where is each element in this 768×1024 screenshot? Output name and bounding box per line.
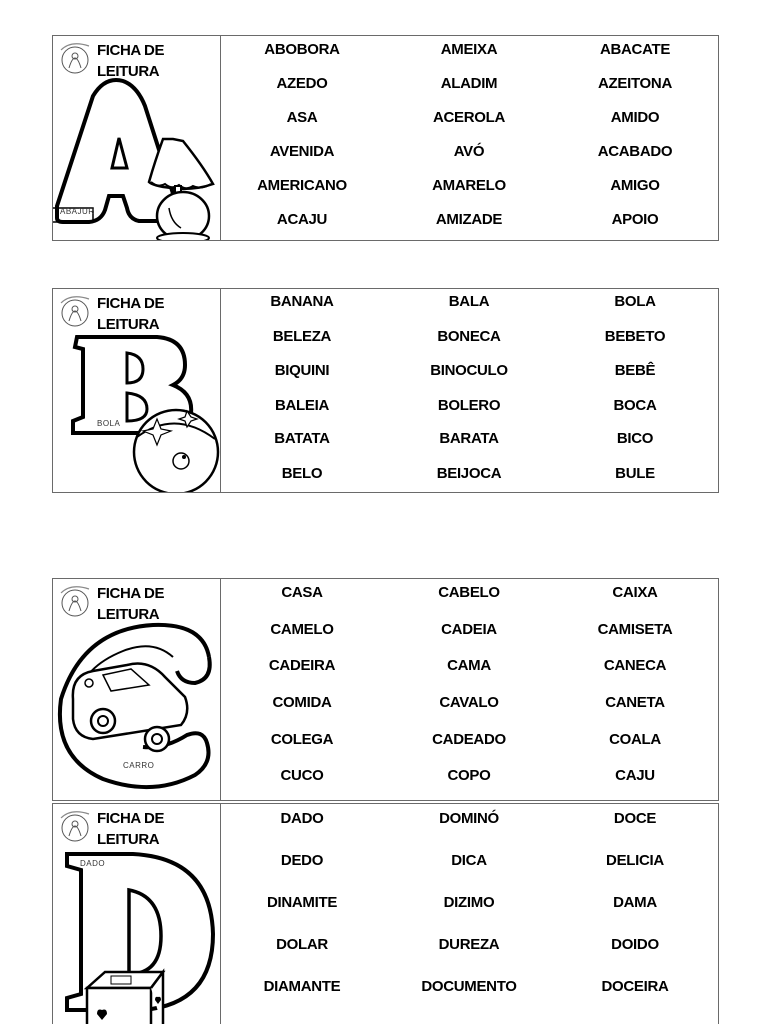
word: DICA (451, 852, 487, 869)
word: CAMISETA (597, 621, 673, 638)
word: BELEZA (272, 328, 332, 345)
word: DOCEIRA (601, 978, 669, 995)
word: APOIO (611, 211, 659, 228)
word: AMERICANO (257, 177, 347, 194)
word: CAJU (615, 767, 655, 784)
word: CANETA (605, 694, 665, 711)
card-picture-panel (53, 36, 221, 240)
word: BIQUINI (274, 362, 330, 379)
word: CUCO (280, 767, 324, 784)
word: CASA (281, 584, 323, 601)
card-picture-panel (53, 289, 221, 492)
card-picture-panel (53, 804, 221, 1024)
word: CAVALO (439, 694, 499, 711)
picture-label: DADO (80, 859, 106, 868)
word-grid (220, 579, 718, 800)
word: DOMINÓ (439, 810, 499, 827)
word: CAMELO (270, 621, 334, 638)
word: ASA (286, 109, 318, 126)
picture-label: BOLA (97, 419, 121, 428)
word-grid (220, 289, 718, 492)
card-title: FICHA DE LEITURA (97, 295, 165, 333)
word: ABACATE (599, 41, 671, 58)
word: COLEGA (270, 731, 334, 748)
word: AVENIDA (269, 143, 335, 160)
word: DAMA (613, 894, 657, 911)
word: COALA (609, 731, 661, 748)
word: BOCA (613, 397, 657, 414)
card-picture-panel (53, 579, 221, 800)
word: BATATA (274, 430, 330, 447)
word: CANECA (603, 657, 667, 674)
word: DOCE (613, 810, 657, 827)
word: AMEIXA (440, 41, 498, 58)
word: DEDO (280, 852, 324, 869)
word: BOLA (614, 293, 656, 310)
reading-card-a (52, 35, 719, 241)
word: BARATA (439, 430, 499, 447)
reading-card-d (52, 803, 719, 1024)
word: BELO (281, 465, 323, 482)
dice-icon (53, 804, 220, 1024)
word: CADEIRA (268, 657, 336, 674)
word: COPO (447, 767, 491, 784)
word: DINAMITE (266, 894, 338, 911)
word: BOLERO (437, 397, 501, 414)
word: DOCUMENTO (421, 978, 517, 995)
word: BONECA (437, 328, 501, 345)
word: AMIZADE (435, 211, 503, 228)
reading-card-c (52, 578, 719, 801)
word: ACEROLA (432, 109, 506, 126)
word: BEBÊ (614, 362, 656, 379)
word: AMIDO (610, 109, 660, 126)
word: AZEDO (276, 75, 328, 92)
word: DOLAR (276, 936, 328, 953)
word: ACAJU (276, 211, 328, 228)
word-grid (220, 804, 718, 1024)
card-title: FICHA DE LEITURA (97, 42, 165, 80)
word: DIZIMO (443, 894, 495, 911)
word: CABELO (438, 584, 500, 601)
word: DELICIA (606, 852, 664, 869)
word: COMIDA (272, 694, 332, 711)
word: BULE (615, 465, 655, 482)
word: BALA (448, 293, 490, 310)
word: ALADIM (440, 75, 498, 92)
card-title: FICHA DE LEITURA (97, 585, 165, 623)
card-title: FICHA DE LEITURA (97, 810, 165, 848)
reading-card-b (52, 288, 719, 493)
word: BANANA (270, 293, 334, 310)
word: BINOCULO (430, 362, 508, 379)
ball-icon (53, 289, 220, 492)
word-grid (220, 36, 718, 240)
word: BEBETO (604, 328, 666, 345)
word: DIAMANTE (263, 978, 341, 995)
word: DADO (280, 810, 324, 827)
word: DUREZA (438, 936, 500, 953)
word: CADEIA (441, 621, 497, 638)
word: ABOBORA (264, 41, 340, 58)
word: CADEADO (432, 731, 506, 748)
word: CAIXA (612, 584, 658, 601)
word: AZEITONA (598, 75, 672, 92)
word: AMARELO (432, 177, 506, 194)
picture-label: ABAJUR (60, 207, 95, 216)
word: ACABADO (597, 143, 673, 160)
word: CAMA (447, 657, 491, 674)
word: BALEIA (274, 397, 330, 414)
word: BICO (616, 430, 654, 447)
word: BEIJOCA (436, 465, 502, 482)
picture-label: CARRO (123, 761, 155, 770)
word: AMIGO (610, 177, 660, 194)
word: DOIDO (611, 936, 659, 953)
word: AVÓ (453, 143, 485, 160)
